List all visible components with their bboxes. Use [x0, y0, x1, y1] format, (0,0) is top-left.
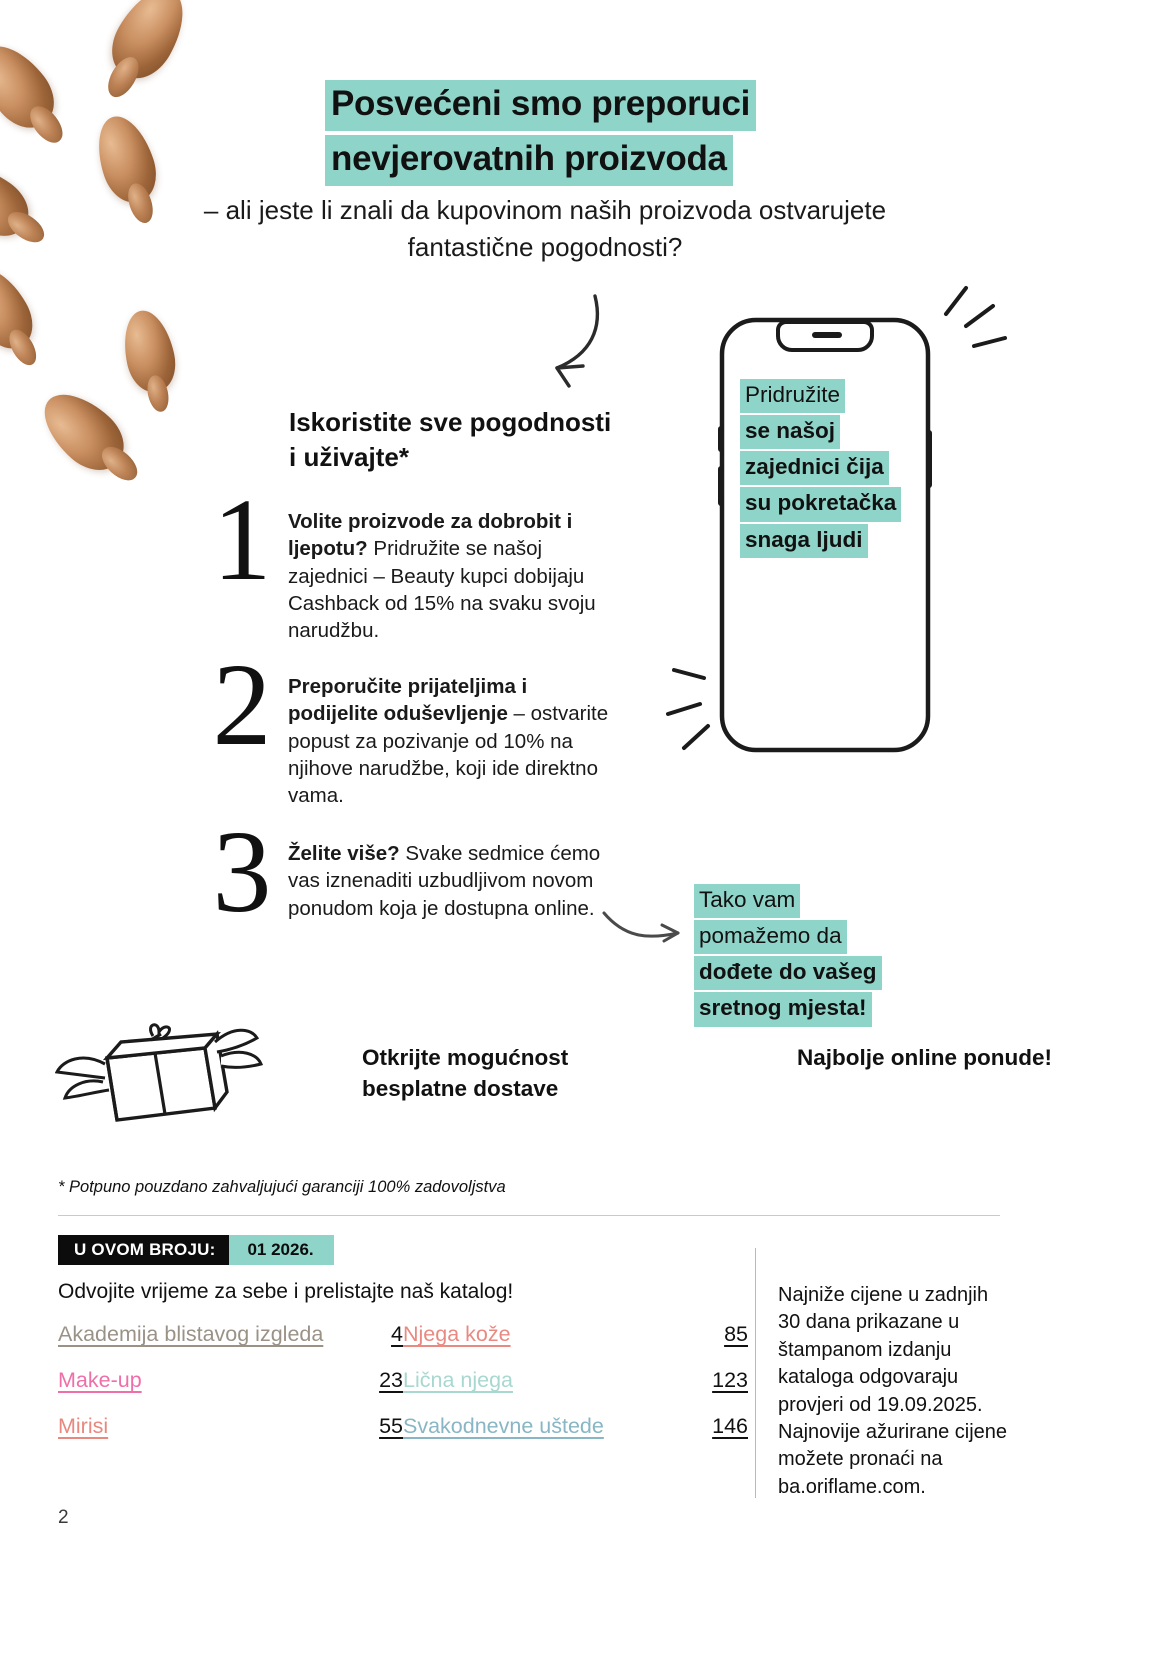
capsule-icon	[100, 0, 198, 89]
callout-line: Tako vam	[694, 884, 800, 918]
capsule-icon	[30, 379, 136, 482]
capsule-icon	[0, 152, 39, 248]
toc-row	[58, 1322, 748, 1347]
curved-arrow-icon	[495, 290, 625, 400]
toc-entry[interactable]	[403, 1322, 748, 1347]
table-of-contents	[58, 1322, 748, 1460]
capsule-icon	[0, 33, 66, 140]
phone-screen-message	[740, 379, 950, 560]
benefit-text-bold: Preporučite prijateljima i podijelite oduševljenje	[288, 675, 528, 726]
benefit-text	[288, 665, 616, 809]
capsule-icon	[0, 258, 43, 357]
benefit-text-bold: Želite više?	[288, 842, 400, 865]
toc-page-number[interactable]: 85	[724, 1322, 748, 1346]
toc-page-number[interactable]: 4	[391, 1322, 403, 1346]
benefit-text-bold: Volite proizvode za dobrobit i ljepotu?	[288, 510, 573, 561]
callout-line: sretnog mjesta!	[694, 992, 872, 1026]
benefit-number: 1	[212, 474, 272, 605]
right-arrow-icon	[600, 895, 690, 955]
toc-entry[interactable]	[58, 1414, 403, 1439]
phone-line: se našoj	[740, 415, 840, 449]
toc-link-licna-njega[interactable]: Lična njega	[403, 1368, 513, 1392]
toc-page-number[interactable]: 55	[379, 1414, 403, 1438]
toc-lead-text: Odvojite vrijeme za sebe i prelistajte naš katalog!	[58, 1280, 514, 1303]
toc-link-mirisi[interactable]: Mirisi	[58, 1414, 109, 1438]
benefit-item	[196, 639, 616, 809]
benefit-text-rest: Svake sedmice ćemo vas iznenaditi uzbudljivom novom ponudom koja je dostupna online.	[288, 842, 601, 920]
benefits-heading: Iskoristite sve pogodnosti i uživajte*	[289, 407, 612, 473]
asterisk-footnote: * Potpuno pouzdano zahvaljujući garanciji 100% zadovoljstva	[58, 1178, 506, 1196]
benefit-text-rest: – ostvarite popust za pozivanje od 10% na njihove narudžbe, koji ide direktno vama.	[288, 702, 609, 807]
toc-link-njega-koze[interactable]: Njega kože	[403, 1322, 511, 1346]
callout-line: pomažemo da	[694, 920, 847, 954]
toc-entry[interactable]	[58, 1322, 403, 1347]
capsule-icon	[117, 306, 181, 396]
issue-badge-value: 01 2026.	[229, 1235, 333, 1265]
callout-line: dođete do vašeg	[694, 956, 882, 990]
capsule-icon	[88, 109, 165, 209]
benefit-number: 3	[212, 806, 272, 937]
best-online-offers-note: Najbolje online ponude!	[797, 1045, 1052, 1070]
toc-entry[interactable]	[403, 1368, 748, 1393]
winged-gift-box-icon	[55, 1020, 285, 1150]
page-title	[325, 80, 845, 190]
toc-page-number[interactable]: 123	[712, 1368, 748, 1392]
benefit-number: 2	[212, 639, 272, 770]
issue-badge	[58, 1235, 334, 1265]
toc-row	[58, 1368, 748, 1393]
toc-row	[58, 1414, 748, 1439]
phone-line: Pridružite	[740, 379, 845, 413]
benefit-text-rest: Pridružite se našoj zajednici – Beauty kupci dobijaju Cashback od 15% na svaku svoju narudžbu.	[288, 537, 596, 642]
phone-line: snaga ljudi	[740, 524, 868, 558]
phone-line: zajednici čija	[740, 451, 889, 485]
toc-entry[interactable]	[403, 1414, 748, 1439]
issue-badge-label: U OVOM BROJU:	[58, 1235, 229, 1265]
toc-page-number[interactable]: 146	[712, 1414, 748, 1438]
toc-link-make-up[interactable]: Make-up	[58, 1368, 142, 1392]
benefit-item	[196, 474, 616, 644]
toc-link-akademija-blistavog-izgleda[interactable]: Akademija blistavog izgleda	[58, 1322, 324, 1346]
benefit-text	[288, 500, 616, 644]
toc-page-number[interactable]: 23	[379, 1368, 403, 1392]
benefit-text	[288, 832, 616, 922]
headline-line-1: Posvećeni smo preporuci	[325, 80, 756, 131]
legal-price-notice: Najniže cijene u zadnjih 30 dana prikazane u štampanom izdanju kataloga odgovaraju provjeri od 19.09.2025. Najnovije ažurirane cijene možete pronaći na ba.oriflame.com.	[778, 1284, 1008, 1498]
headline-line-2: nevjerovatnih proizvoda	[325, 135, 733, 186]
divider-vertical	[755, 1248, 756, 1498]
benefit-item	[196, 806, 616, 937]
subheadline: – ali jeste li znali da kupovinom naših proizvoda ostvarujete fantastične pogodnosti?	[203, 195, 887, 262]
phone-line: su pokretačka	[740, 487, 901, 521]
toc-link-svakodnevne-ustede[interactable]: Svakodnevne uštede	[403, 1414, 604, 1438]
free-delivery-note: Otkrijte mogućnost besplatne dostave	[362, 1045, 569, 1102]
toc-entry[interactable]	[58, 1368, 403, 1393]
page-number: 2	[58, 1507, 69, 1528]
happy-place-callout	[694, 884, 944, 1029]
divider-horizontal	[58, 1215, 1000, 1216]
